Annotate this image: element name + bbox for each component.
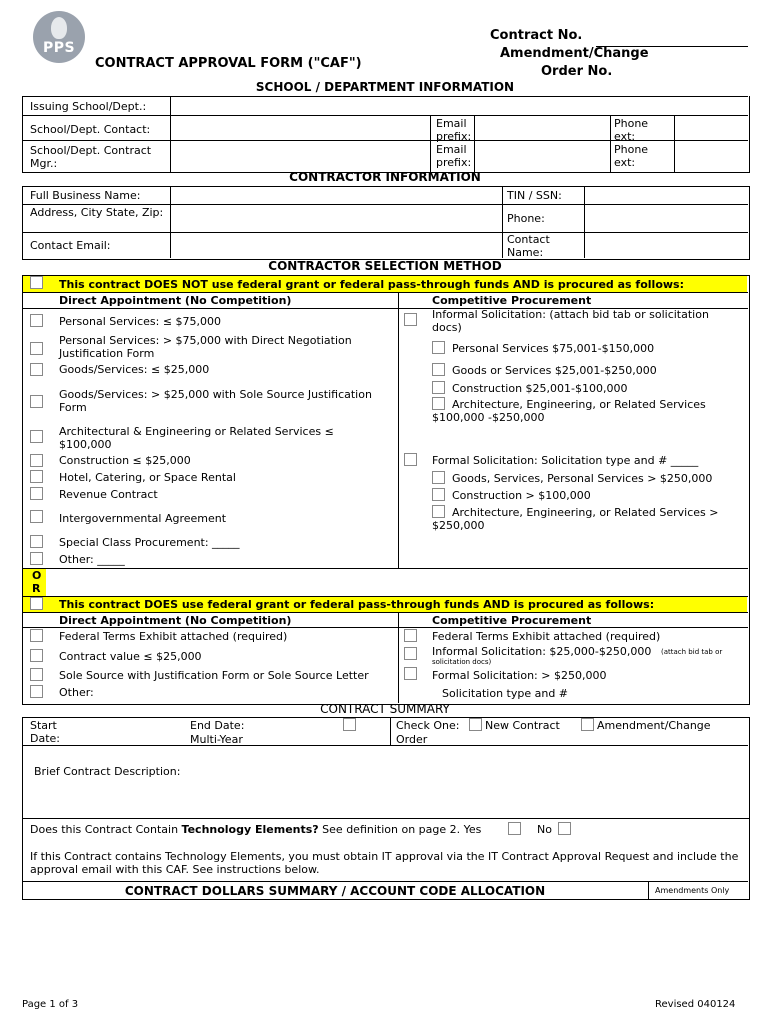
option-label: Special Class Procurement: _____ [59,536,240,549]
option-checkbox[interactable] [30,510,43,523]
or-label: O R [32,569,42,595]
option-label: Construction ≤ $25,000 [59,454,191,467]
multi-year-label: Multi-Year [190,733,243,746]
fed-option-checkbox[interactable] [30,649,43,662]
formal-option-label: Architecture, Engineering, or Related Services > $250,000 [432,506,719,532]
option-label: Personal Services: ≤ $75,000 [59,315,222,328]
fed-option-label: Other: [59,686,94,699]
fed-informal-note-b: solicitation docs) [432,658,492,666]
address-label: Address, City State, Zip: [30,206,164,219]
contract-mgr-field[interactable] [172,142,428,170]
phone-ext-label-1: Phone ext: [614,117,649,143]
tech-no-label: No [537,823,552,836]
contact-label: School/Dept. Contact: [30,123,151,136]
option-label: Other: _____ [59,553,125,566]
fed-informal-label: Informal Solicitation: $25,000-$250,000 [432,645,652,658]
fed-option-checkbox[interactable] [30,685,43,698]
option-checkbox[interactable] [30,552,43,565]
fed-right-checkbox[interactable] [404,629,417,642]
option-label: Personal Services: > $75,000 with Direct Negotiation Justification Form [59,334,352,360]
issuing-field[interactable] [172,98,746,113]
competitive-heading: Competitive Procurement [432,294,592,307]
business-name-label: Full Business Name: [30,189,141,202]
brief-description-field[interactable] [185,750,745,812]
informal-option-label: Goods or Services $25,001-$250,000 [452,364,657,377]
option-label: Goods/Services: > $25,000 with Sole Source Justification Form [59,388,372,414]
tech-note: If this Contract contains Technology Elements, you must obtain IT approval via the IT Contract Approval Request and include the approval email with this CAF. See instructions below. [30,850,739,876]
contact-field[interactable] [172,117,428,138]
informal-option-checkbox[interactable] [432,381,445,394]
option-checkbox[interactable] [30,454,43,467]
check-one-label: Check One: [396,719,460,732]
business-name-field[interactable] [172,188,500,202]
option-label: Intergovernmental Agreement [59,512,227,525]
option-checkbox[interactable] [30,342,43,355]
tech-yes-checkbox[interactable] [508,822,521,835]
address-field[interactable] [172,206,500,230]
fed-right-checkbox[interactable] [404,667,417,680]
dollars-heading: CONTRACT DOLLARS SUMMARY / ACCOUNT CODE ALLOCATION [124,884,546,898]
contact-name-field[interactable] [586,234,746,256]
contract-no-field[interactable] [596,30,748,47]
formal-option-label: Goods, Services, Personal Services > $250,000 [452,472,713,485]
option-label: Hotel, Catering, or Space Rental [59,471,236,484]
option-checkbox[interactable] [30,470,43,483]
contract-no-label: Contract No. [490,28,583,43]
email-prefix-label-2: Email prefix: [436,143,472,169]
formal-option-checkbox[interactable] [432,488,445,501]
option-label: Goods/Services: ≤ $25,000 [59,363,210,376]
option-checkbox[interactable] [30,535,43,548]
order-no-label: Order No. [541,64,613,79]
tech-no-checkbox[interactable] [558,822,571,835]
formal-checkbox[interactable] [404,453,417,466]
amendment-label: Amendment/Change [500,46,649,61]
logo-text: PPS [42,40,76,56]
tin-field[interactable] [586,188,746,202]
fed-option-label: Contract value ≤ $25,000 [59,650,202,663]
informal-option-label: Personal Services $75,001-$150,000 [452,342,655,355]
informal-option-label: Construction $25,001-$100,000 [452,382,628,395]
fed-option-label: Federal Terms Exhibit attached (required) [59,630,288,643]
amendments-only-label: Amendments Only [655,886,730,895]
option-label: Revenue Contract [59,488,158,501]
informal-checkbox[interactable] [404,313,417,326]
new-contract-checkbox[interactable] [469,718,482,731]
fed-option-checkbox[interactable] [30,668,43,681]
informal-option-checkbox[interactable] [432,363,445,376]
fed-competitive-heading: Competitive Procurement [432,614,592,627]
option-checkbox[interactable] [30,363,43,376]
fed-sol-type-label: Solicitation type and # [442,687,569,700]
option-label: Architectural & Engineering or Related Services ≤ $100,000 [59,425,334,451]
option-checkbox[interactable] [30,430,43,443]
fed-informal-note-a: (attach bid tab or [661,648,723,656]
fed-direct-heading: Direct Appointment (No Competition) [59,614,292,627]
federal-checkbox[interactable] [30,597,43,610]
new-contract-label: New Contract [485,719,560,732]
formal-option-label: Construction > $100,000 [452,489,591,502]
school-dept-heading: SCHOOL / DEPARTMENT INFORMATION [255,80,515,94]
multi-year-checkbox[interactable] [343,718,356,731]
option-checkbox[interactable] [30,314,43,327]
contact-email-label: Contact Email: [30,239,111,252]
option-checkbox[interactable] [30,487,43,500]
informal-label: Informal Solicitation: (attach bid tab or solicitation docs) [432,308,709,334]
contact-name-label: Contact Name: [507,233,550,259]
phone-label: Phone: [507,212,545,225]
email-prefix-label-1: Email prefix: [436,117,472,143]
informal-option-checkbox[interactable] [432,341,445,354]
revised-label: Revised 040124 [655,999,736,1010]
end-date-label: End Date: [190,719,245,732]
fed-formal-label: Formal Solicitation: > $250,000 [432,669,607,682]
fed-option-label: Sole Source with Justification Form or Sole Source Letter [59,669,369,682]
pps-logo [33,11,85,63]
non-federal-banner: This contract DOES NOT use federal grant or federal pass-through funds AND is procured as follows: [59,278,684,291]
page-number: Page 1 of 3 [22,999,79,1010]
form-title: CONTRACT APPROVAL FORM ("CAF") [95,56,362,71]
phone-ext-label-2: Phone ext: [614,143,649,169]
order-label: Order [396,733,428,746]
option-checkbox[interactable] [30,395,43,408]
amendment-change-label: Amendment/Change [597,719,711,732]
issuing-label: Issuing School/Dept.: [30,100,147,113]
contact-email-field[interactable] [172,234,500,256]
start-date-field[interactable] [70,719,180,743]
phone-field[interactable] [586,206,746,230]
formal-option-checkbox[interactable] [432,471,445,484]
fed-right-checkbox[interactable] [404,647,417,660]
fed-option-checkbox[interactable] [30,629,43,642]
formal-label: Formal Solicitation: Solicitation type and # _____ [432,454,699,467]
summary-heading: CONTRACT SUMMARY [320,702,450,716]
non-federal-checkbox[interactable] [30,276,43,289]
contract-mgr-label: School/Dept. Contract Mgr.: [30,144,152,170]
start-date-label: Start Date: [30,719,60,745]
federal-banner: This contract DOES use federal grant or federal pass-through funds AND is procured as follows: [59,598,655,611]
flame-icon [51,17,67,39]
informal-option-label: Architecture, Engineering, or Related Services $100,000 -$250,000 [432,398,706,424]
direct-appointment-heading: Direct Appointment (No Competition) [59,294,292,307]
brief-description-label: Brief Contract Description: [34,765,181,778]
contractor-info-heading: CONTRACTOR INFORMATION [289,170,481,184]
tin-label: TIN / SSN: [507,189,562,202]
selection-heading: CONTRACTOR SELECTION METHOD [268,259,502,273]
tech-question: Does this Contract Contain Technology Elements? See definition on page 2. Yes [30,823,482,836]
fed-terms-label: Federal Terms Exhibit attached (required) [432,630,661,643]
amendment-change-checkbox[interactable] [581,718,594,731]
